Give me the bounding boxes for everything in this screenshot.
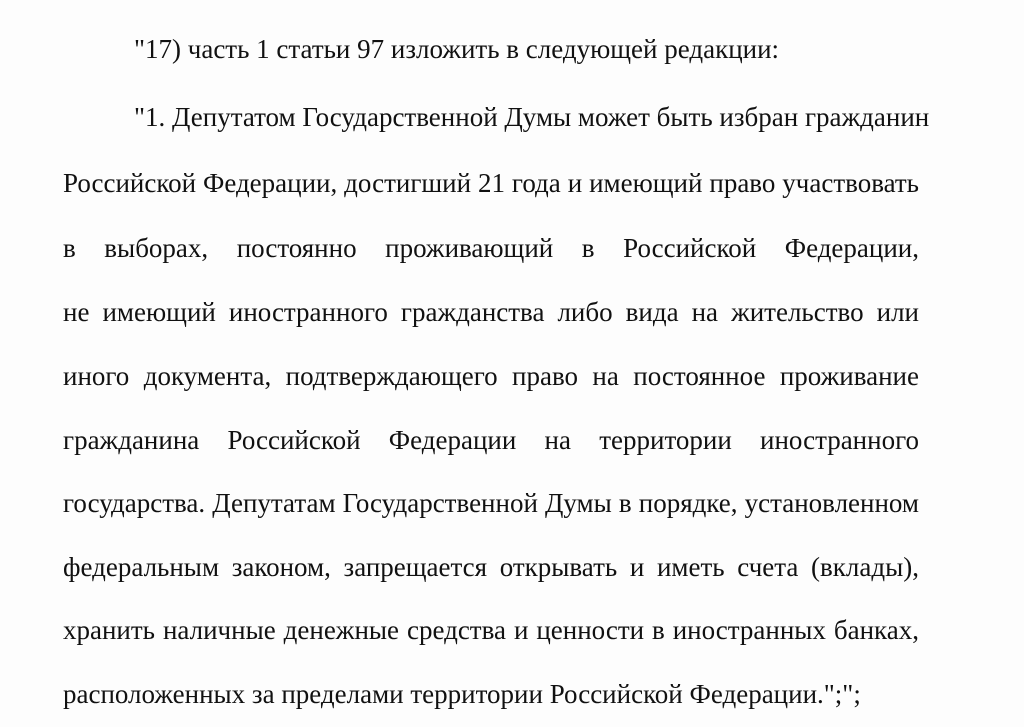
paragraph-line-5: иного документа, подтверждающего право на постоянное проживание: [63, 361, 919, 391]
paragraph-line-4: не имеющий иностранного гражданства либо вида на жительство или: [63, 297, 919, 327]
paragraph-line-3: в выборах, постоянно проживающий в Российской Федерации,: [63, 233, 919, 263]
paragraph-line-9: хранить наличные денежные средства и ценности в иностранных банках,: [63, 615, 919, 645]
paragraph-line-7: государства. Депутатам Государственной Думы в порядке, установленном: [63, 488, 919, 518]
paragraph-line-2: Российской Федерации, достигший 21 года и имеющий право участвовать: [63, 168, 919, 198]
paragraph-line-6: гражданина Российской Федерации на территории иностранного: [63, 425, 919, 455]
intro-line: "17) часть 1 статьи 97 изложить в следующей редакции:: [134, 34, 780, 64]
paragraph-line-1: "1. Депутатом Государственной Думы может быть избран гражданин: [134, 102, 930, 132]
paragraph-line-10: расположенных за пределами территории Российской Федерации.";";: [63, 679, 861, 709]
paragraph-line-8: федеральным законом, запрещается открывать и иметь счета (вклады),: [63, 552, 919, 582]
